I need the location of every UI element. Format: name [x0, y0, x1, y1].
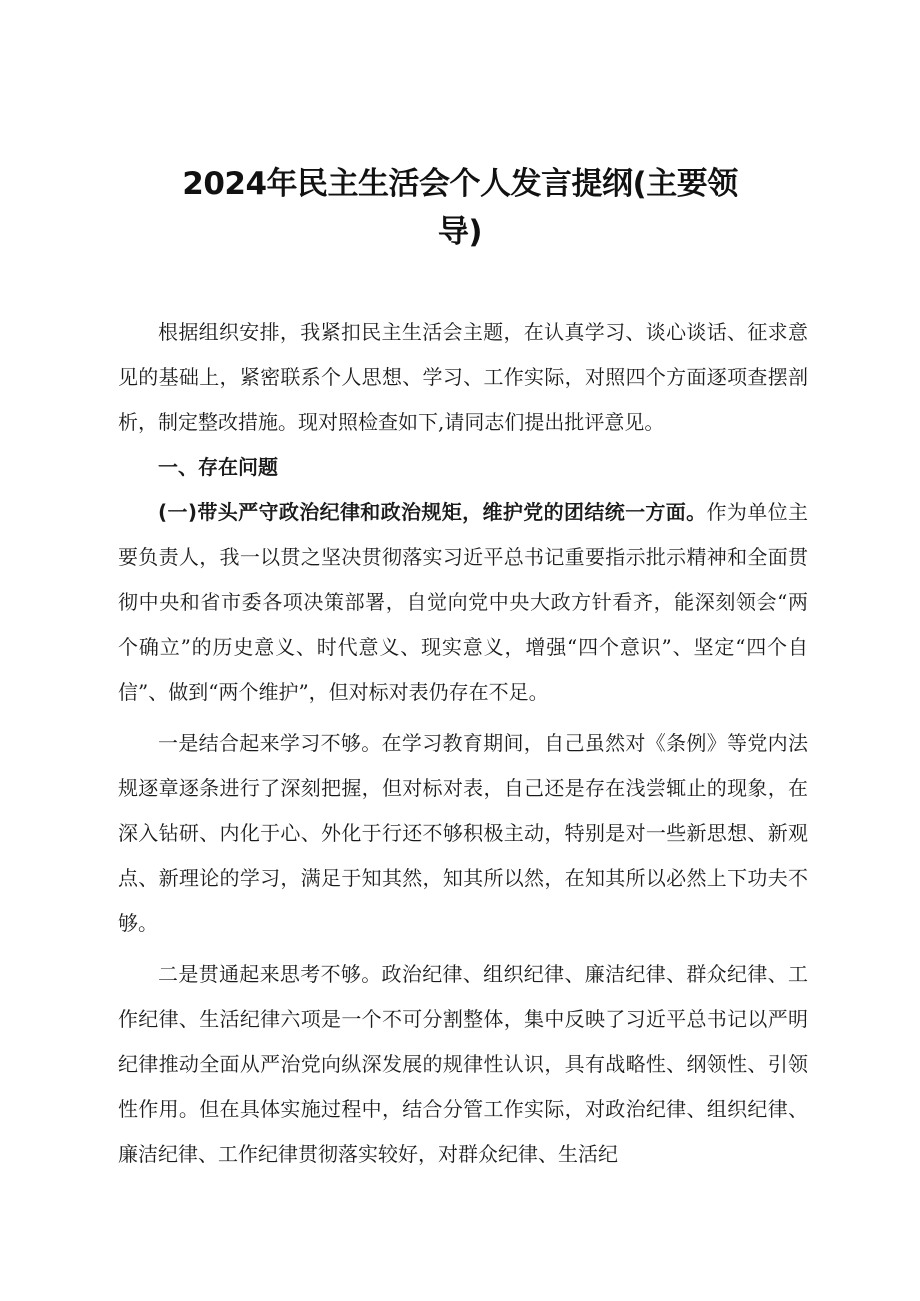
title-line-1: 2024年民主生活会个人发言提纲(主要领	[182, 166, 738, 202]
point-1-paragraph: 一是结合起来学习不够。在学习教育期间，自己虽然对《条例》等党内法规逐章逐条进行了深刻把握，但对标对表，自己还是存在浅尝辄止的现象，在深入钻研、内化于心、外化于行还不够积极主动，特别是对一些新思想、新观点、新理论的学习，满足于知其然，知其所以然，在知其所以必然上下功夫不够。	[118, 731, 808, 935]
item-1-lead: (一)带头严守政治纪律和政治规矩，维护党的团结统一方面。	[158, 500, 707, 524]
document-title	[110, 160, 810, 256]
point-2-paragraph: 二是贯通起来思考不够。政治纪律、组织纪律、廉洁纪律、群众纪律、工作纪律、生活纪律六项是一个不可分割整体，集中反映了习近平总书记以严明纪律推动全面从严治党向纵深发展的规律性认识，具有战略性、纲领性、引领性作用。但在具体实施过程中，结合分管工作实际，对政治纪律、组织纪律、廉洁纪律、工作纪律贯彻落实较好，对群众纪律、生活纪	[118, 962, 808, 1166]
document-body	[118, 310, 808, 1177]
section-heading-problems: 一、存在问题	[158, 455, 278, 479]
title-line-2: 导)	[437, 214, 483, 250]
item-1-body: 作为单位主要负责人，我一以贯之坚决贯彻落实习近平总书记重要指示批示精神和全面贯彻中央和省市委各项决策部署，自觉向党中央大政方针看齐，能深刻领会“两个确立”的历史意义、时代意义、现实意义，增强“四个意识”、坚定“四个自信”、做到“两个维护”，但对标对表仍存在不足。	[118, 500, 809, 704]
intro-paragraph: 根据组织安排，我紧扣民主生活会主题，在认真学习、谈心谈话、征求意见的基础上，紧密联系个人思想、学习、工作实际，对照四个方面逐项查摆剖析，制定整改措施。现对照检查如下,请同志们提出批评意见。	[118, 320, 808, 434]
item-1-paragraph	[118, 490, 808, 715]
